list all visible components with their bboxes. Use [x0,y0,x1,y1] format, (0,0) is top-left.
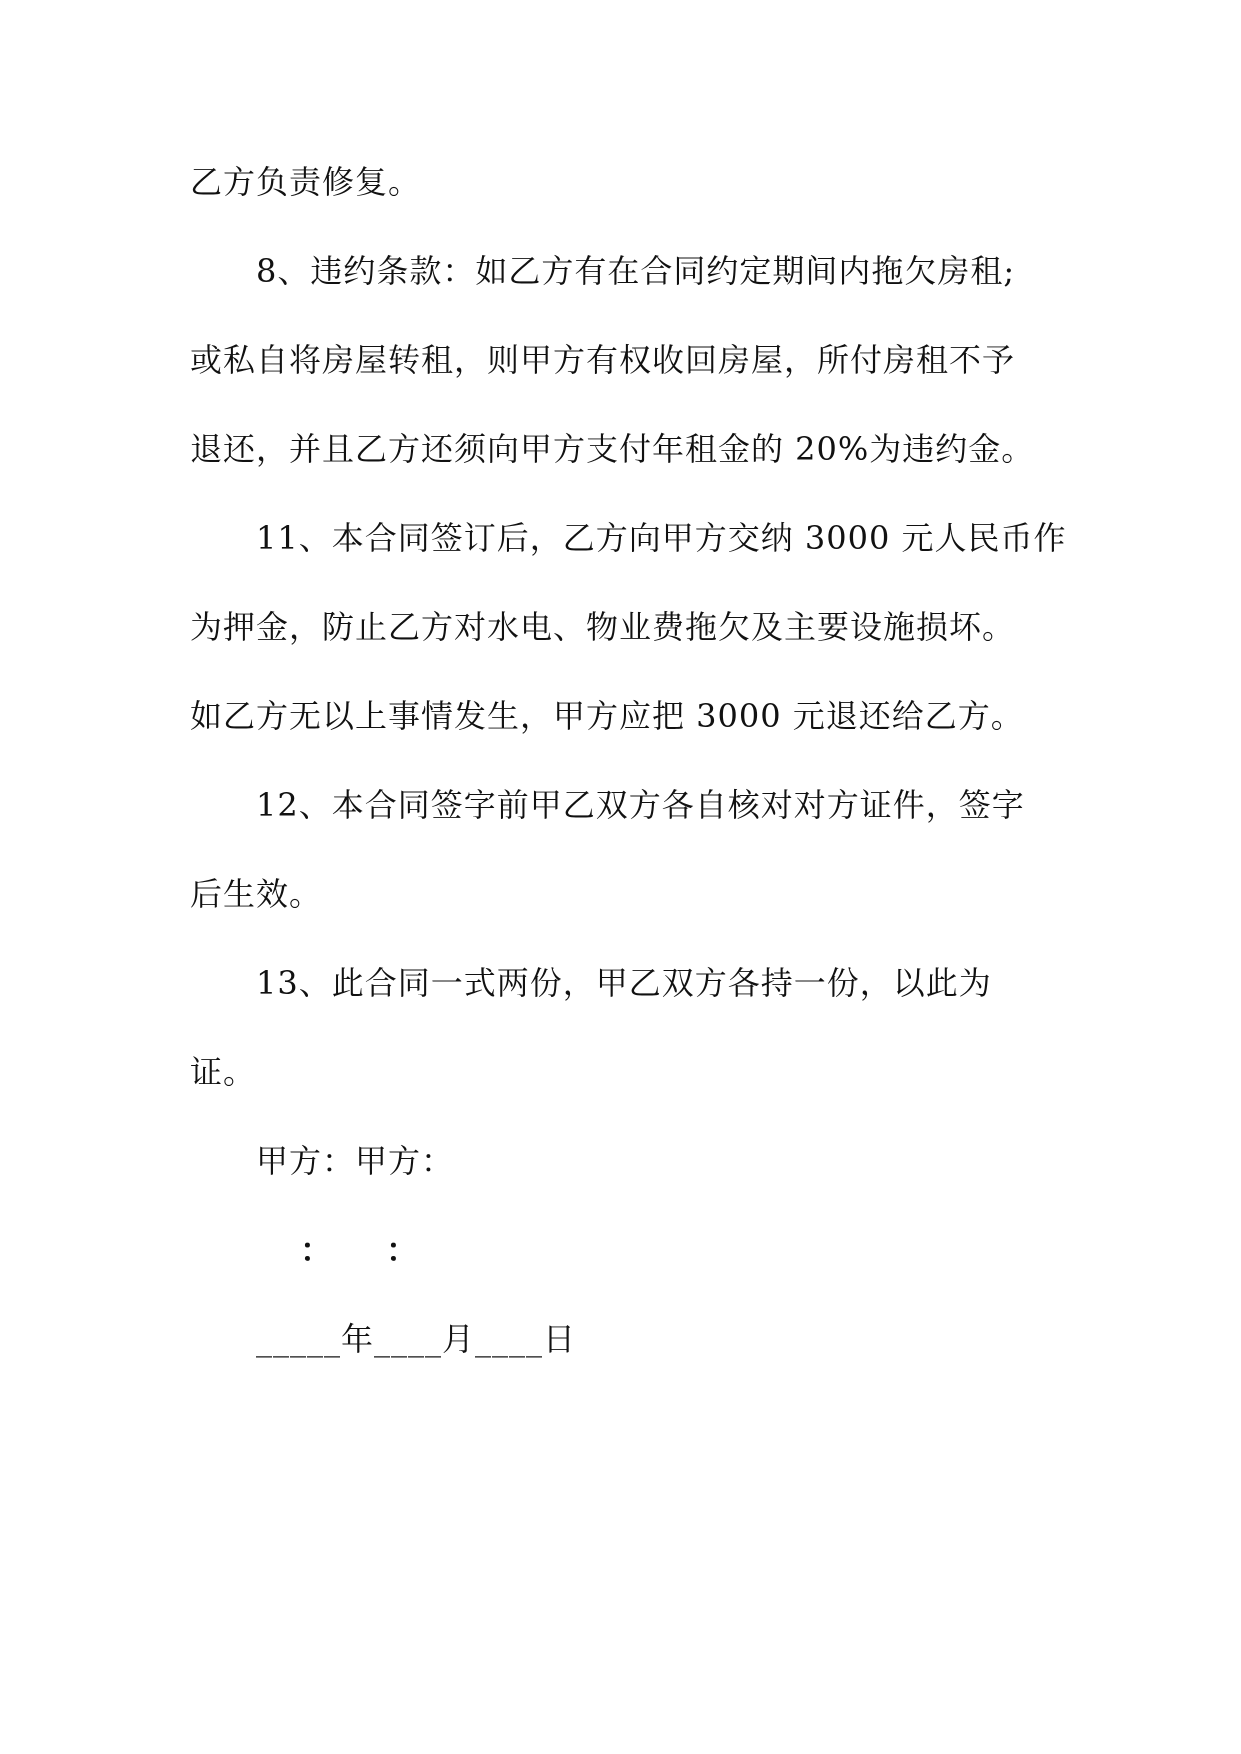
signature-party-line: 甲方：甲方： [256,1142,455,1180]
text-line: 证。 [190,1053,257,1091]
text-line: 退还，并且乙方还须向甲方支付年租金的 20%为违约金。 [190,430,1035,468]
signature-colon: ： [386,1231,419,1269]
text-line: 12、本合同签字前甲乙双方各自核对对方证件，签字 [256,786,1025,824]
text-line: 为押金，防止乙方对水电、物业费拖欠及主要设施损坏。 [190,608,1016,646]
text-line: 乙方负责修复。 [190,163,422,201]
date-line: _____年____月____日 [256,1320,577,1358]
text-line: 后生效。 [190,875,323,913]
signature-colons-line [300,1230,472,1270]
signature-colon: ： [300,1231,333,1269]
text-line: 13、此合同一式两份，甲乙双方各持一份，以此为 [256,964,992,1002]
text-line: 8、违约条款：如乙方有在合同约定期间内拖欠房租; [256,252,1016,290]
text-line: 或私自将房屋转租，则甲方有权收回房屋，所付房租不予 [190,341,1016,379]
text-line: 11、本合同签订后，乙方向甲方交纳 3000 元人民币作 [256,519,1067,557]
text-line: 如乙方无以上事情发生，甲方应把 3000 元退还给乙方。 [190,697,1024,735]
